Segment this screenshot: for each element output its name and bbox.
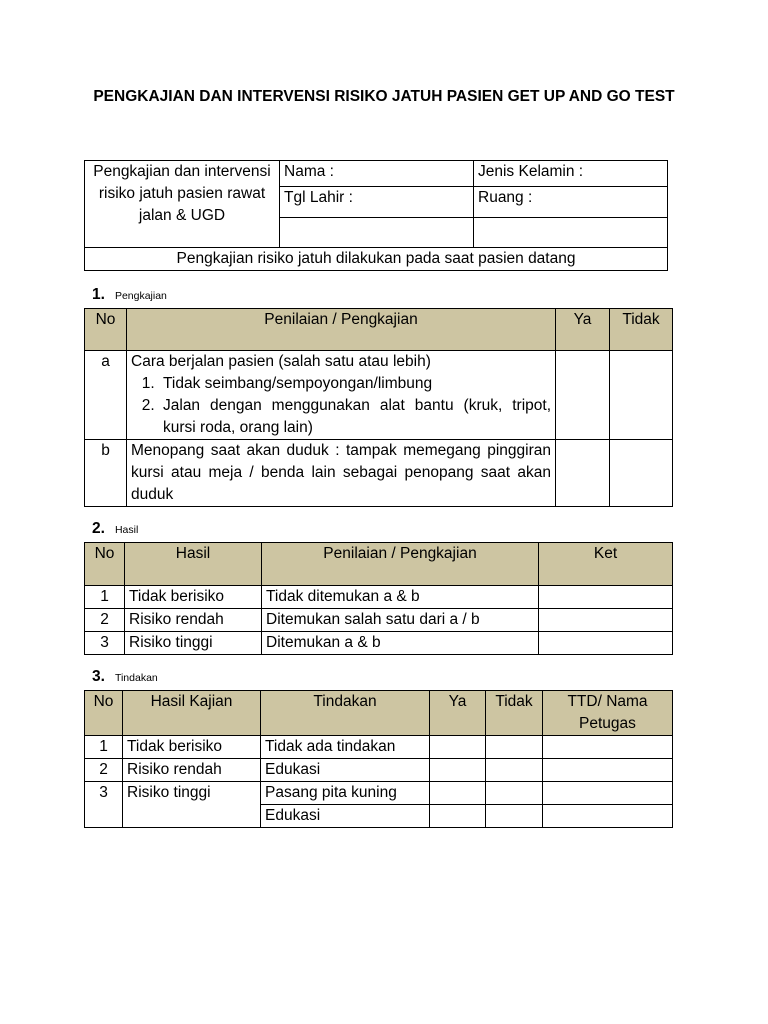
col-header-penilaian: Penilaian / Pengkajian: [127, 309, 556, 351]
row-tindakan: Edukasi: [261, 759, 430, 782]
row-tidak-cell[interactable]: [486, 782, 543, 805]
row-b-tidak-cell[interactable]: [610, 440, 673, 507]
col-header-no: No: [85, 691, 123, 736]
row-b-criteria: Menopang saat akan duduk : tampak memegang pinggiran kursi atau meja / benda lain sebagai penopang saat akan duduk: [127, 440, 556, 507]
row-ttd-cell[interactable]: [543, 782, 673, 805]
tgl-lahir-field[interactable]: Tgl Lahir :: [280, 187, 474, 218]
col-header-ya: Ya: [556, 309, 610, 351]
table-row: [85, 632, 673, 655]
row-no: 2: [85, 759, 123, 782]
section-2-number: 2.: [92, 520, 105, 537]
table-row: [85, 609, 673, 632]
form-scope-label: Pengkajian dan intervensi risiko jatuh pasien rawat jalan & UGD: [85, 161, 280, 248]
blank-field-right[interactable]: [474, 218, 668, 248]
row-hasil: Tidak berisiko: [125, 586, 262, 609]
row-a-no: a: [85, 351, 127, 440]
row-no: [85, 805, 123, 828]
row-tidak-cell[interactable]: [486, 805, 543, 828]
patient-info-table: [84, 160, 668, 271]
tindakan-table: [84, 690, 673, 828]
section-1-label: Pengkajian: [114, 290, 167, 302]
row-a-criteria: [127, 351, 556, 440]
jenis-kelamin-field[interactable]: Jenis Kelamin :: [474, 161, 668, 187]
row-hasil: Risiko tinggi: [125, 632, 262, 655]
row-tindakan: Pasang pita kuning: [261, 782, 430, 805]
col-header-ttd: TTD/ Nama Petugas: [543, 691, 673, 736]
row-ttd-cell[interactable]: [543, 759, 673, 782]
row-tindakan: Tidak ada tindakan: [261, 736, 430, 759]
list-item: 1. Tidak seimbang/sempoyongan/limbung: [159, 373, 551, 395]
row-ttd-cell[interactable]: [543, 736, 673, 759]
col-header-tidak: Tidak: [610, 309, 673, 351]
document-title: PENGKAJIAN DAN INTERVENSI RISIKO JATUH PASIEN GET UP AND GO TEST: [93, 88, 675, 105]
table-row: [85, 805, 673, 828]
col-header-hasil-kajian: Hasil Kajian: [123, 691, 261, 736]
hasil-table: [84, 542, 673, 655]
col-header-tindakan: Tindakan: [261, 691, 430, 736]
section-2-label: Hasil: [114, 524, 139, 536]
col-header-tidak: Tidak: [486, 691, 543, 736]
table-row: [85, 440, 673, 507]
list-item: 2. Jalan dengan menggunakan alat bantu (kruk, tripot, kursi roda, orang lain): [159, 395, 551, 439]
col-header-hasil: Hasil: [125, 543, 262, 586]
section-3-number: 3.: [92, 668, 105, 685]
table-row: [85, 759, 673, 782]
row-hasil-kajian: Risiko tinggi: [123, 782, 261, 805]
col-header-no: No: [85, 309, 127, 351]
col-header-penilaian: Penilaian / Pengkajian: [262, 543, 539, 586]
section-3-label: Tindakan: [114, 672, 158, 684]
pengkajian-table: [84, 308, 673, 507]
ruang-field[interactable]: Ruang :: [474, 187, 668, 218]
row-no: 1: [85, 586, 125, 609]
row-hasil-kajian: [123, 805, 261, 828]
row-ket-cell[interactable]: [539, 586, 673, 609]
row-tidak-cell[interactable]: [486, 736, 543, 759]
section-3-heading: [92, 668, 158, 686]
row-ya-cell[interactable]: [430, 805, 486, 828]
row-penilaian: Tidak ditemukan a & b: [262, 586, 539, 609]
row-ket-cell[interactable]: [539, 609, 673, 632]
row-hasil-kajian: Tidak berisiko: [123, 736, 261, 759]
row-ket-cell[interactable]: [539, 632, 673, 655]
blank-field-left[interactable]: [280, 218, 474, 248]
section-2-heading: [92, 520, 138, 538]
table-row: [85, 736, 673, 759]
row-ya-cell[interactable]: [430, 736, 486, 759]
section-1-number: 1.: [92, 286, 105, 303]
row-ya-cell[interactable]: [430, 759, 486, 782]
row-penilaian: Ditemukan a & b: [262, 632, 539, 655]
col-header-ya: Ya: [430, 691, 486, 736]
row-b-ya-cell[interactable]: [556, 440, 610, 507]
nama-field[interactable]: Nama :: [280, 161, 474, 187]
row-tindakan: Edukasi: [261, 805, 430, 828]
row-hasil: Risiko rendah: [125, 609, 262, 632]
table-row: [85, 782, 673, 805]
row-a-tidak-cell[interactable]: [610, 351, 673, 440]
assessment-timing-note: Pengkajian risiko jatuh dilakukan pada saat pasien datang: [85, 248, 668, 271]
row-tidak-cell[interactable]: [486, 759, 543, 782]
table-row: [85, 351, 673, 440]
row-a-list: [131, 373, 551, 439]
col-header-no: No: [85, 543, 125, 586]
row-ttd-cell[interactable]: [543, 805, 673, 828]
row-a-intro: Cara berjalan pasien (salah satu atau lebih): [131, 353, 431, 370]
row-ya-cell[interactable]: [430, 782, 486, 805]
row-no: 2: [85, 609, 125, 632]
row-no: 3: [85, 782, 123, 805]
row-penilaian: Ditemukan salah satu dari a / b: [262, 609, 539, 632]
row-a-ya-cell[interactable]: [556, 351, 610, 440]
row-no: 3: [85, 632, 125, 655]
row-no: 1: [85, 736, 123, 759]
section-1-heading: [92, 286, 167, 304]
col-header-ket: Ket: [539, 543, 673, 586]
table-row: [85, 586, 673, 609]
row-hasil-kajian: Risiko rendah: [123, 759, 261, 782]
row-b-no: b: [85, 440, 127, 507]
